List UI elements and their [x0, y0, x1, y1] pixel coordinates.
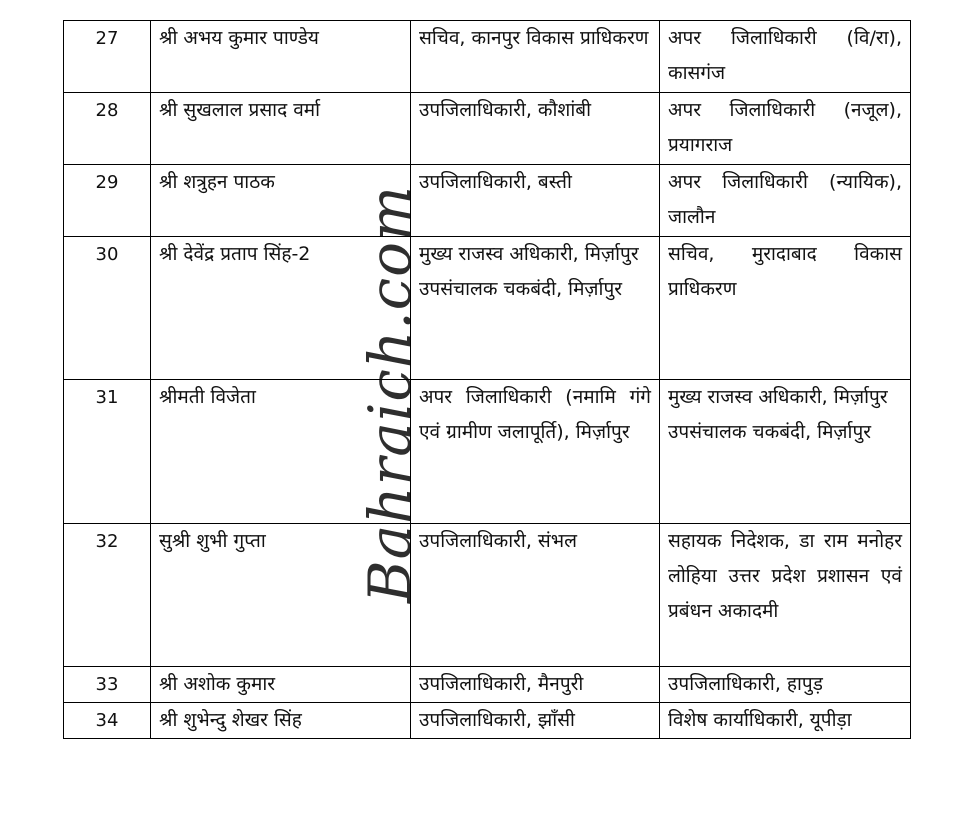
table-row	[64, 524, 911, 667]
new-post-cell	[660, 524, 911, 667]
current-post-cell	[411, 21, 660, 93]
table-body	[64, 21, 911, 739]
serial-number-cell: 28	[64, 93, 151, 165]
new-post-line: अपर जिलाधिकारी (नजूल), प्रयागराज	[668, 99, 902, 156]
current-post-line: उपजिलाधिकारी, संभल	[419, 530, 577, 552]
current-post-cell	[411, 165, 660, 237]
serial-number-cell: 27	[64, 21, 151, 93]
officer-name-cell: सुश्री शुभी गुप्ता	[151, 524, 411, 667]
new-post-line: सचिव, मुरादाबाद विकास प्राधिकरण	[668, 243, 902, 300]
new-post-line: विशेष कार्याधिकारी, यूपीड़ा	[668, 709, 852, 731]
current-post-line: उपजिलाधिकारी, बस्ती	[419, 171, 572, 193]
current-post-line: सचिव, कानपुर विकास प्राधिकरण	[419, 27, 649, 49]
table-row	[64, 21, 911, 93]
serial-number-cell: 31	[64, 380, 151, 524]
serial-number-cell: 30	[64, 237, 151, 380]
new-post-line: उपसंचालक चकबंदी, मिर्ज़ापुर	[668, 421, 872, 443]
current-post-cell	[411, 93, 660, 165]
new-post-cell	[660, 93, 911, 165]
new-post-cell	[660, 380, 911, 524]
table-row	[64, 667, 911, 703]
table-row	[64, 380, 911, 524]
serial-number-cell: 34	[64, 703, 151, 739]
new-post-line: उपजिलाधिकारी, हापुड़	[668, 673, 823, 695]
new-post-line: अपर जिलाधिकारी (वि/रा), कासगंज	[668, 27, 902, 84]
officer-name-cell: श्री अभय कुमार पाण्डेय	[151, 21, 411, 93]
new-post-cell	[660, 703, 911, 739]
serial-number-cell: 29	[64, 165, 151, 237]
officer-name-cell: श्री अशोक कुमार	[151, 667, 411, 703]
table-row	[64, 93, 911, 165]
transfer-list-table	[63, 20, 911, 739]
new-post-cell	[660, 237, 911, 380]
officer-name-cell: श्रीमती विजेता	[151, 380, 411, 524]
current-post-line: मुख्य राजस्व अधिकारी, मिर्ज़ापुर	[419, 243, 639, 265]
current-post-cell	[411, 524, 660, 667]
new-post-line: अपर जिलाधिकारी (न्यायिक), जालौन	[668, 171, 902, 228]
current-post-line: उपजिलाधिकारी, झाँसी	[419, 709, 575, 731]
current-post-cell	[411, 237, 660, 380]
officer-name-cell: श्री शत्रुहन पाठक	[151, 165, 411, 237]
serial-number-cell: 33	[64, 667, 151, 703]
watermark-text: Bahraich.com	[356, 184, 424, 604]
officer-name-cell: श्री देवेंद्र प्रताप सिंह-2	[151, 237, 411, 380]
new-post-cell	[660, 165, 911, 237]
current-post-cell	[411, 703, 660, 739]
current-post-line: उपसंचालक चकबंदी, मिर्ज़ापुर	[419, 278, 623, 300]
current-post-line: उपजिलाधिकारी, मैनपुरी	[419, 673, 584, 695]
current-post-line: उपजिलाधिकारी, कौशांबी	[419, 99, 592, 121]
new-post-cell	[660, 667, 911, 703]
current-post-cell	[411, 667, 660, 703]
table-row	[64, 165, 911, 237]
new-post-line: सहायक निदेशक, डा राम मनोहर लोहिया उत्तर प्रदेश प्रशासन एवं प्रबंधन अकादमी	[668, 530, 902, 622]
table-row	[64, 237, 911, 380]
current-post-cell	[411, 380, 660, 524]
current-post-line: अपर जिलाधिकारी (नमामि गंगे एवं ग्रामीण जलापूर्ति), मिर्ज़ापुर	[419, 386, 651, 443]
new-post-line: मुख्य राजस्व अधिकारी, मिर्ज़ापुर	[668, 386, 888, 408]
serial-number-cell: 32	[64, 524, 151, 667]
officer-name-cell: श्री सुखलाल प्रसाद वर्मा	[151, 93, 411, 165]
table-row	[64, 703, 911, 739]
officer-name-cell: श्री शुभेन्दु शेखर सिंह	[151, 703, 411, 739]
new-post-cell	[660, 21, 911, 93]
